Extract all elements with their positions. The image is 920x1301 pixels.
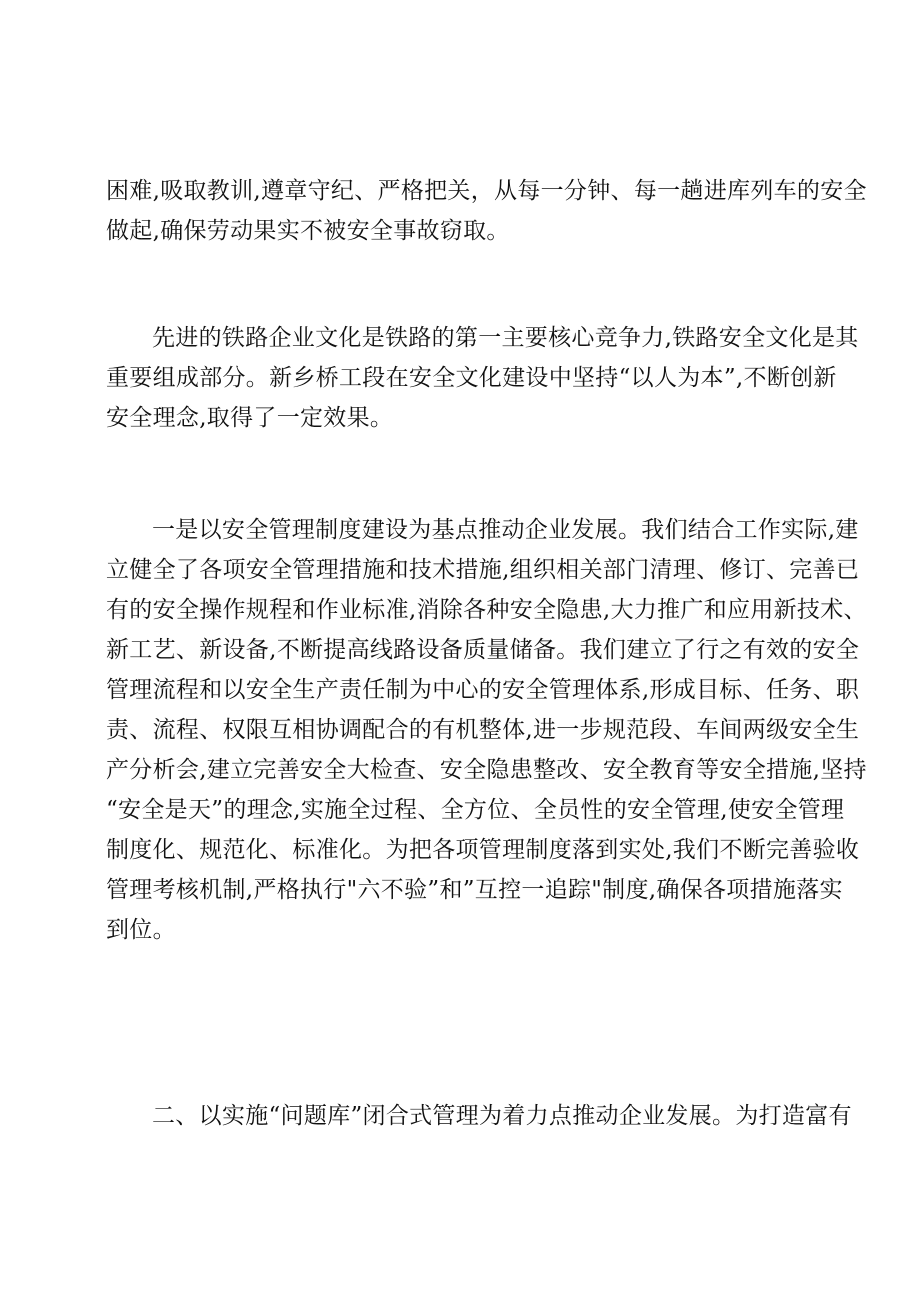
- paragraph-line: 到位。: [106, 917, 176, 943]
- paragraph-line: 有的安全操作规程和作业标准,消除各种安全隐患,大力推广和应用新技术、: [106, 597, 867, 623]
- paragraph-line: 安全理念,取得了一定效果。: [106, 405, 394, 431]
- paragraph-line: 做起,确保劳动果实不被安全事故窃取。: [106, 218, 510, 244]
- paragraph-line: 新工艺、新设备,不断提高线路设备质量储备。我们建立了行之有效的安全: [106, 637, 860, 663]
- paragraph-line: 二、以实施“问题库”闭合式管理为着力点推动企业发展。为打造富有: [152, 1103, 852, 1129]
- paragraph-line: 困难,吸取教训,遵章守纪、严格把关，从每一分钟、每一趟进库列车的安全: [106, 178, 867, 204]
- paragraph-line: “安全是天”的理念,实施全过程、全方位、全员性的安全管理,使安全管理: [106, 797, 845, 823]
- paragraph-line: 制度化、规范化、标准化。为把各项管理制度落到实处,我们不断完善验收: [106, 837, 860, 863]
- paragraph-line: 先进的铁路企业文化是铁路的第一主要核心竞争力,铁路安全文化是其: [152, 325, 859, 351]
- paragraph-4: [106, 1096, 852, 1136]
- paragraph-1: [106, 171, 867, 251]
- paragraph-line: 产分析会,建立完善安全大检查、安全隐患整改、安全教育等安全措施,坚持: [106, 757, 867, 783]
- paragraph-line: 责、流程、权限互相协调配合的有机整体,进一步规范段、车间两级安全生: [106, 717, 860, 743]
- paragraph-line: 立健全了各项安全管理措施和技术措施,组织相关部门清理、修订、完善已: [106, 557, 860, 583]
- paragraph-line: 重要组成部分。新乡桥工段在安全文化建设中坚持“以人为本”,不断创新: [106, 365, 837, 391]
- paragraph-line: 管理流程和以安全生产责任制为中心的安全管理体系,形成目标、任务、职: [106, 677, 860, 703]
- paragraph-line: 一是以安全管理制度建设为基点推动企业发展。我们结合工作实际,建: [152, 517, 859, 543]
- paragraph-3: [106, 510, 867, 950]
- paragraph-2: [106, 318, 859, 438]
- paragraph-line: 管理考核机制,严格执行"六不验”和”互控一追踪"制度,确保各项措施落实: [106, 877, 843, 903]
